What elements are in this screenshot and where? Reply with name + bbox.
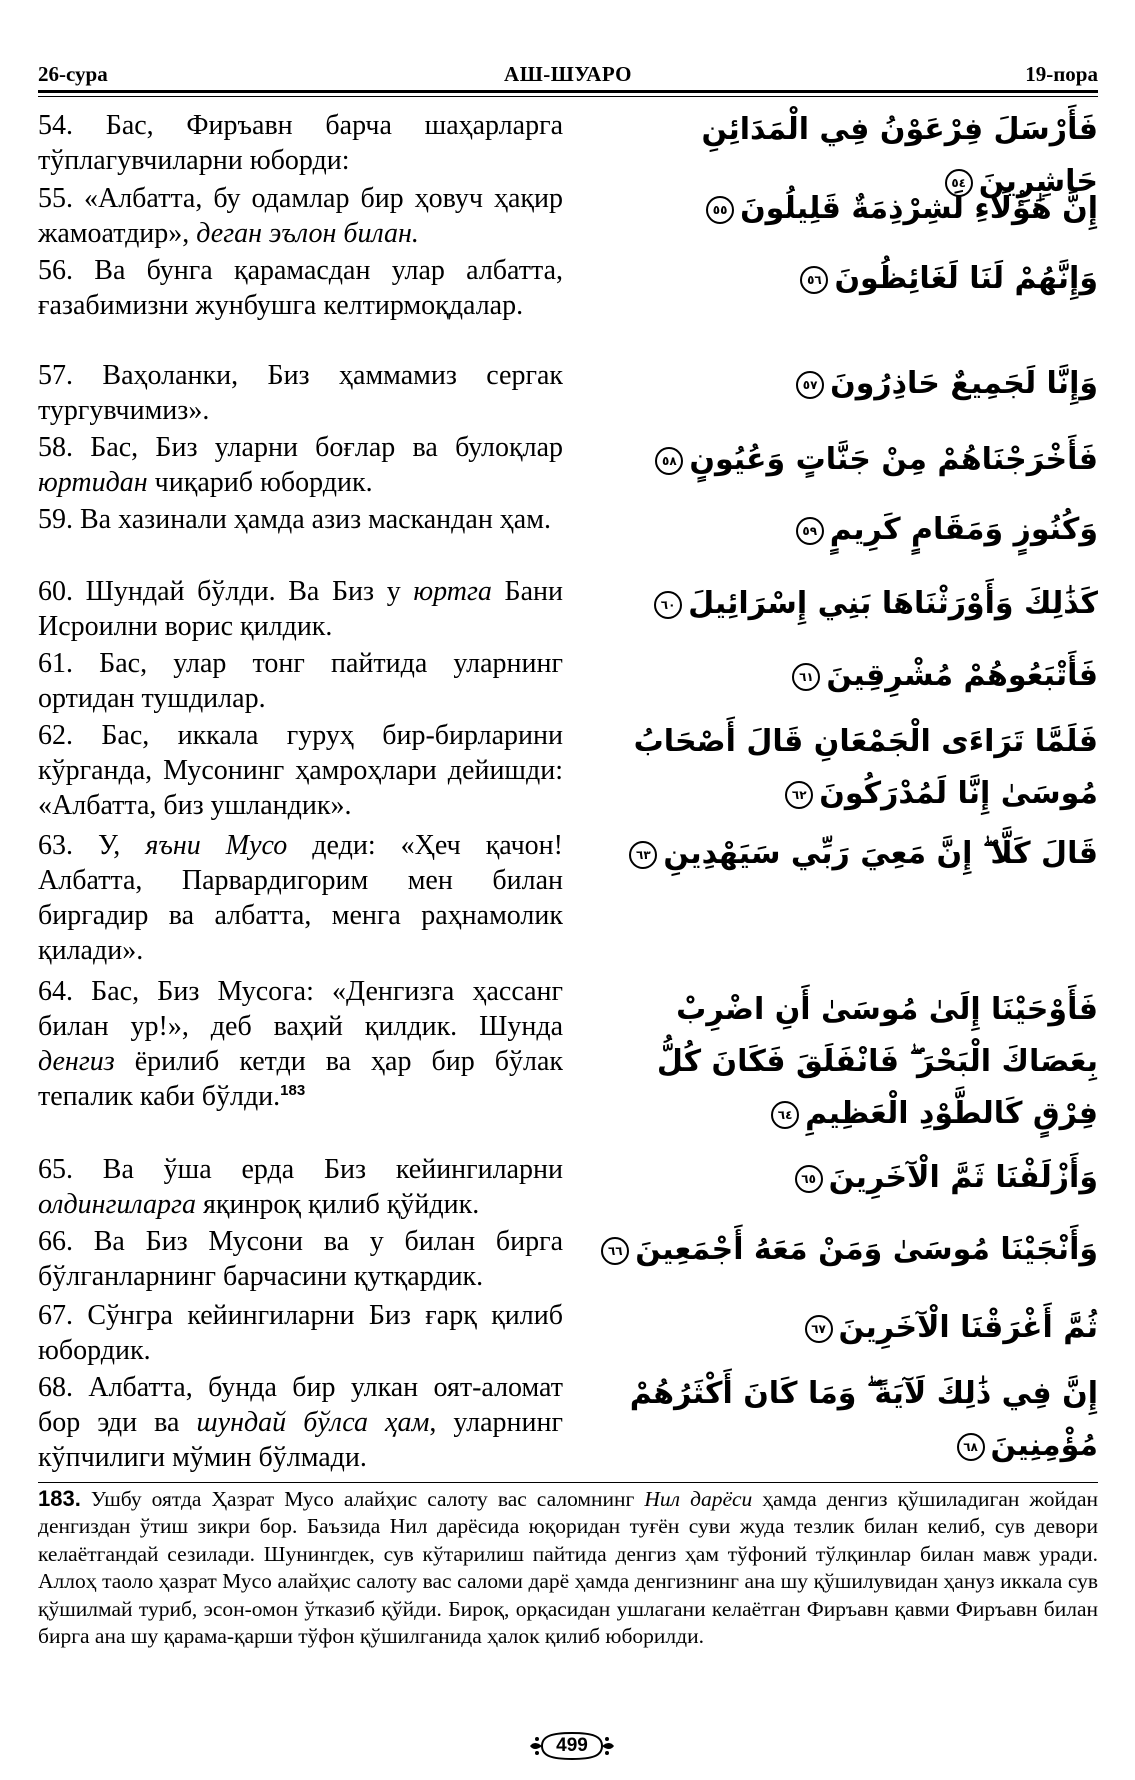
arabic-67: ثُمَّ أَغْرَقْنَا الْآخَرِينَ٦٧	[583, 1302, 1098, 1354]
surah-title: АШ-ШУАРО	[504, 62, 632, 86]
header-rule-thin	[38, 96, 1098, 97]
ayah-number-icon: ٦٧	[805, 1315, 833, 1343]
translation-63: 63. У, яъни Мусо деди: «Ҳеч қачон! Албатта, Парвардигорим мен билан биргадир ва албатта, менга раҳнамолик қилади».	[38, 830, 563, 966]
surah-label: 26-сура	[38, 62, 108, 86]
page-header	[38, 62, 1098, 90]
translation-66: 66. Ва Биз Мусони ва у билан бирга бўлганларнинг барчасини қутқардик.	[38, 1226, 563, 1292]
ayah-number-icon: ٥٧	[796, 371, 824, 399]
ayah-number-icon: ٥٤	[945, 169, 973, 197]
footnote-divider	[38, 1482, 1098, 1483]
arabic-62: فَلَمَّا تَرَاءَى الْجَمْعَانِ قَالَ أَصْحَابُ مُوسَىٰ إِنَّا لَمُدْرَكُونَ٦٢	[633, 724, 1098, 811]
header-rule-thick	[38, 90, 1098, 93]
translation-54: 54. Бас, Фиръавн барча шаҳарларга тўплагувчиларни юборди:	[38, 110, 563, 176]
translation-60: 60. Шундай бўлди. Ва Биз у юртга Бани Исроилни ворис қилдик.	[38, 576, 563, 642]
translation-61: 61. Бас, улар тонг пайтида уларнинг ортидан тушдилар.	[38, 648, 563, 714]
arabic-57: وَإِنَّا لَجَمِيعٌ حَاذِرُونَ٥٧	[583, 358, 1098, 410]
arabic-58: فَأَخْرَجْنَاهُمْ مِنْ جَنَّاتٍ وَعُيُونٍ٥٨	[583, 434, 1098, 486]
ayah-number-icon: ٥٩	[796, 517, 824, 545]
footnote-ref[interactable]: 183	[280, 1082, 306, 1099]
arabic-54: فَأَرْسَلَ فِرْعَوْنُ فِي الْمَدَائِنِ حَاشِرِينَ٥٤	[701, 112, 1098, 199]
ayah-number-icon: ٦٢	[785, 781, 813, 809]
arabic-66: وَأَنْجَيْنَا مُوسَىٰ وَمَنْ مَعَهُ أَجْمَعِينَ٦٦	[583, 1224, 1098, 1276]
translation-68: 68. Албатта, бунда бир улкан оят-аломат бор эди ва шундай бўлса ҳам, уларнинг кўпчилиги мўмин бўлмади.	[38, 1372, 563, 1473]
ayah-number-icon: ٦٣	[629, 841, 657, 869]
page-number: 499	[528, 1730, 616, 1762]
juz-label: 19-пора	[1025, 62, 1098, 86]
arabic-63: قَالَ كَلَّا ۖ إِنَّ مَعِيَ رَبِّي سَيَهْدِينِ٦٣	[583, 828, 1098, 880]
translation-67: 67. Сўнгра кейингиларни Биз ғарқ қилиб юбордик.	[38, 1300, 563, 1366]
translation-64: 64. Бас, Биз Мусога: «Денгизга ҳассанг билан ур!», деб ваҳий қилдик. Шунда денгиз ёрилиб кетди ва ҳар бир бўлак тепалик каби бўлди.$^{183}$	[38, 976, 563, 1112]
arabic-64: فَأَوْحَيْنَا إِلَىٰ مُوسَىٰ أَنِ اضْرِبْ بِعَصَاكَ الْبَحْرَ ۖ فَانْفَلَقَ فَكَانَ كُلُّ فِرْقٍ كَالطَّوْدِ الْعَظِيمِ٦٤	[656, 992, 1098, 1131]
arabic-68: إِنَّ فِي ذَٰلِكَ لَآيَةً ۖ وَمَا كَانَ أَكْثَرُهُمْ مُؤْمِنِينَ٦٨	[629, 1376, 1098, 1463]
footnote-183: 183. Ушбу оятда Ҳазрат Мусо алайҳис салоту вас саломнинг Нил дарёси ҳамда денгиз қўшиладиган жойдан денгиздан ўтиш зикри бор. Баъзида Нил дарёсида юқоридан туғён суви жуда тезлик билан келиб, сув девори келаётгандай сезилади. Шунингдек, сув кўтарилиш пайтида денгиз ҳам тўфоний тўлқинлар билан мавж уради. Аллоҳ таоло ҳазрат Мусо алайҳис салоту вас саломи дарё ҳамда денгизнинг ана шу қўшилувидан ҳануз иккала сув қўшилмай туриб, эсон-омон ўтказиб қўйди. Бироқ, орқасидан ушлагани келаётган Фиръавн қавми Фиръавн билан бирга ана шу қарама-қарши тўфон қўшилганида ҳалок қилиб юборилди.	[38, 1486, 1098, 1649]
arabic-65: وَأَزْلَفْنَا ثَمَّ الْآخَرِينَ٦٥	[583, 1152, 1098, 1204]
ayah-number-icon: ٦٤	[771, 1101, 799, 1129]
translation-55: 55. «Албатта, бу одамлар бир ҳовуч ҳақир жамоатдир», деган эълон билан.	[38, 183, 563, 249]
arabic-60: كَذَٰلِكَ وَأَوْرَثْنَاهَا بَنِي إِسْرَائِيلَ٦٠	[583, 578, 1098, 630]
translation-59: 59. Ва хазинали ҳамда азиз маскандан ҳам.	[38, 504, 551, 535]
ayah-number-icon: ٥٦	[800, 266, 828, 294]
arabic-56: وَإِنَّهُمْ لَنَا لَغَائِظُونَ٥٦	[583, 253, 1098, 305]
ayah-number-icon: ٦٨	[957, 1433, 985, 1461]
footnote-number: 183.	[38, 1486, 81, 1511]
translation-65: 65. Ва ўша ерда Биз кейингиларни олдингиларга яқинроқ қилиб қўйдик.	[38, 1154, 563, 1220]
arabic-61: فَأَتْبَعُوهُمْ مُشْرِقِينَ٦١	[583, 650, 1098, 702]
ayah-number-icon: ٦٥	[795, 1165, 823, 1193]
translation-58: 58. Бас, Биз уларни боғлар ва булоқлар юртидан чиқариб юбордик.	[38, 432, 563, 498]
arabic-59: وَكُنُوزٍ وَمَقَامٍ كَرِيمٍ٥٩	[583, 504, 1098, 556]
translation-57: 57. Ваҳоланки, Биз ҳаммамиз сергак тургувчимиз».	[38, 360, 563, 426]
arabic-55: إِنَّ هَٰؤُلَاءِ لَشِرْذِمَةٌ قَلِيلُونَ٥٥	[583, 183, 1098, 235]
ayah-number-icon: ٦١	[792, 663, 820, 691]
ayah-number-icon: ٥٨	[655, 447, 683, 475]
ayah-number-icon: ٦٠	[654, 591, 682, 619]
translation-56: 56. Ва бунга қарамасдан улар албатта, ғазабимизни жунбушга келтирмоқдалар.	[38, 255, 563, 321]
ayah-number-icon: ٦٦	[601, 1237, 629, 1265]
ayah-number-icon: ٥٥	[706, 196, 734, 224]
mushaf-page	[38, 0, 1098, 1780]
translation-62: 62. Бас, иккала гуруҳ бир-бирларини кўрганда, Мусонинг ҳамроҳлари дейишди: «Албатта, биз ушландик».	[38, 720, 563, 821]
